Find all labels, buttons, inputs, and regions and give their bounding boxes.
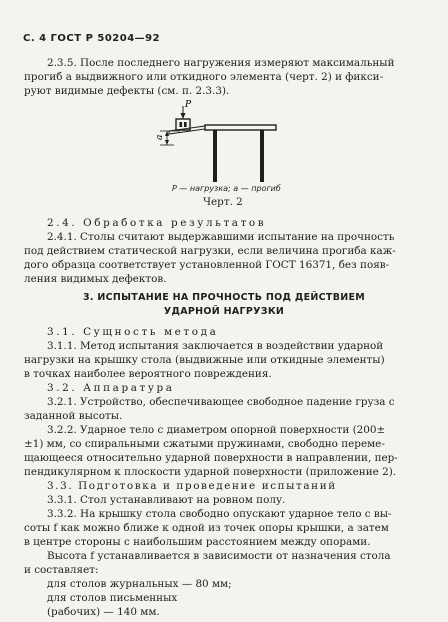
text-line: и составляет: xyxy=(24,564,99,576)
section-3-heading: УДАРНОЙ НАГРУЗКИ xyxy=(163,306,285,317)
para-2-3-5-line: 2.3.5. После последнего нагружения измеряют максимальный xyxy=(47,57,395,69)
subsection-title: 3.1. Сущность метода xyxy=(47,326,219,338)
load-weight-mark xyxy=(184,122,187,127)
text-line: соты f как можно ближе к одной из точек опоры крышки, а затем xyxy=(24,522,389,534)
para-2-4-1-line: дого образца соответствует установленной ГОСТ 16371, без появ- xyxy=(24,259,390,271)
text-line: заданной высоты. xyxy=(24,410,123,422)
text-line: 3.3.1. Стол устанавливают на ровном полу. xyxy=(47,494,286,506)
text-line: 3.2.1. Устройство, обеспечивающее свободное падение груза с xyxy=(47,396,395,408)
label-a: a xyxy=(155,134,165,140)
section-3-heading: 3. ИСПЫТАНИЕ НА ПРОЧНОСТЬ ПОД ДЕЙСТВИЕМ xyxy=(82,292,366,303)
page-header: С. 4 ГОСТ Р 50204—92 xyxy=(23,33,161,44)
text-line: пендикулярном к плоскости ударной поверхности (приложение 2). xyxy=(24,466,397,478)
para-2-4-1-line: ления видимых дефектов. xyxy=(24,273,167,285)
dimension-arrow xyxy=(165,131,169,136)
text-line: ±1) мм, со спиральными сжатыми пружинами, свободно переме- xyxy=(24,438,385,450)
text-line: щающееся относительно ударной поверхности в направлении, пер- xyxy=(24,452,398,464)
load-weight-mark xyxy=(180,122,183,127)
subsection-title: 3.3. Подготовка и проведение испытаний xyxy=(47,480,337,492)
text-line: в центре стороны с наибольшим расстоянием между опорами. xyxy=(24,536,371,548)
text-line: для столов письменных xyxy=(47,592,178,604)
dimension-arrow xyxy=(165,140,169,145)
text-line: 3.1.1. Метод испытания заключается в воздействии ударной xyxy=(47,340,384,352)
para-2-4-1-line: 2.4.1. Столы считают выдержавшими испытание на прочность xyxy=(47,231,395,243)
subsection-title: 3.2. Аппаратура xyxy=(47,382,175,394)
text-line: (рабочих) — 140 мм. xyxy=(47,606,160,618)
text-line: 3.2.2. Ударное тело с диаметром опорной поверхности (200± xyxy=(47,424,386,436)
text-line: для столов журнальных — 80 мм; xyxy=(47,578,232,590)
text-line: Высота f устанавливается в зависимости от назначения стола xyxy=(47,550,391,562)
section-2-4-title: 2.4. Обработка результатов xyxy=(47,217,267,229)
figure-title: Черт. 2 xyxy=(203,196,243,208)
para-2-3-5-line: руют видимые дефекты (см. п. 2.3.3). xyxy=(24,85,230,97)
para-2-4-1-line: под действием статической нагрузки, если величина прогиба каж- xyxy=(24,245,396,257)
table-leg-left xyxy=(213,130,217,182)
load-arrow-head xyxy=(181,113,186,119)
text-line: нагрузки на крышку стола (выдвижные или откидные элементы) xyxy=(24,354,385,366)
text-line: 3.3.2. На крышку стола свободно опускают ударное тело с вы- xyxy=(47,508,392,520)
table-top xyxy=(205,125,276,130)
figure-2-drawing xyxy=(150,98,280,182)
para-2-3-5-line: прогиб a выдвижного или откидного элемента (черт. 2) и фикси- xyxy=(24,71,384,83)
table-leg-right xyxy=(260,130,264,182)
label-p: P xyxy=(185,100,192,110)
text-line: в точках наиболее вероятного повреждения. xyxy=(24,368,272,380)
figure-caption: P — нагрузка; a — прогиб xyxy=(172,184,281,193)
